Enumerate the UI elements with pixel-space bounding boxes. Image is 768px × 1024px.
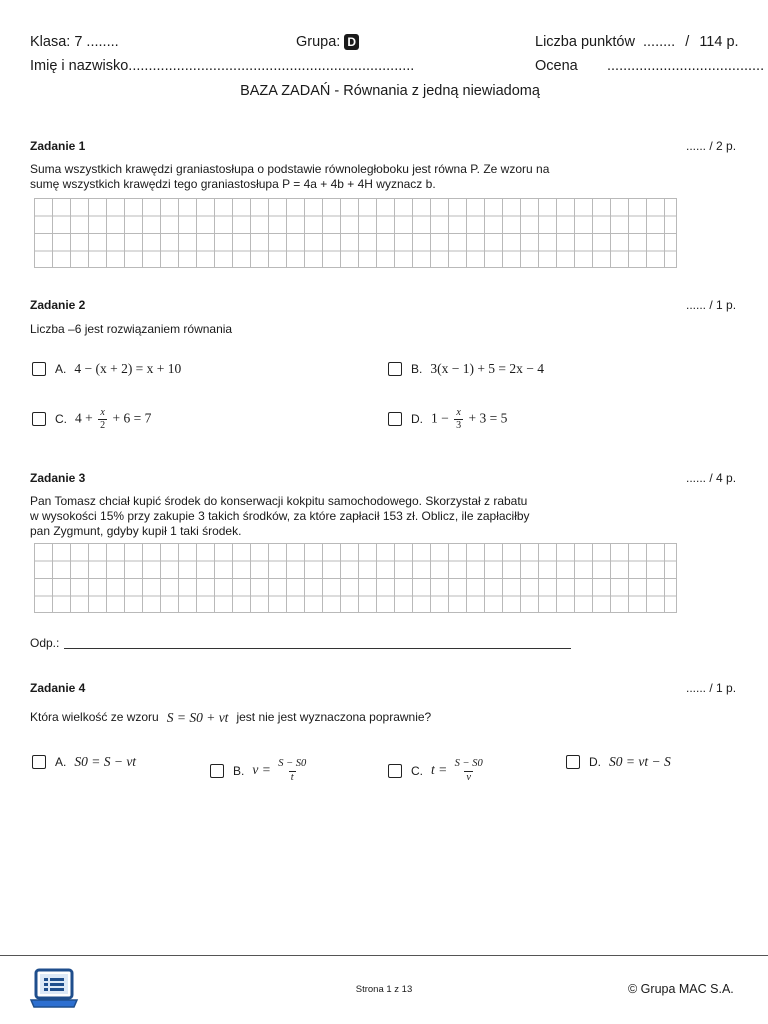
option-expression: S0 = S − vt (74, 754, 137, 769)
expr-lhs: v = (252, 762, 271, 778)
task1-points: ...... / 2 p. (686, 139, 737, 153)
task1-line1: Suma wszystkich krawędzi graniastosłupa o podstawie równoległoboku jest równa P. Ze wzoru na (30, 162, 550, 176)
task4-text-post: jest nie jest wyznaczona poprawnie? (236, 710, 432, 724)
option-expression (431, 759, 487, 783)
denominator: 3 (456, 419, 462, 431)
task2-text: Liczba –6 jest rozwiązaniem równania (30, 322, 233, 336)
task4-title: Zadanie 4 (30, 681, 86, 695)
task4-text (30, 710, 431, 725)
option-letter: B. (411, 362, 423, 376)
checkbox[interactable] (388, 764, 402, 778)
task1-title: Zadanie 1 (30, 139, 86, 153)
fraction (98, 408, 107, 431)
points-sep: / (685, 34, 690, 50)
task3-line1: Pan Tomasz chciał kupić środek do konserwacji kokpitu samochodowego. Skorzystał z rabatu (30, 494, 528, 508)
checkbox[interactable] (32, 362, 46, 376)
option-expression (431, 408, 507, 431)
group-badge: D (344, 34, 359, 50)
points-dots: ........ (642, 34, 676, 50)
option-letter: A. (55, 755, 67, 769)
task4-option-d[interactable] (566, 754, 671, 770)
task2-title: Zadanie 2 (30, 298, 86, 312)
task3-points: ...... / 4 p. (686, 471, 737, 485)
task4-points: ...... / 1 p. (686, 681, 737, 695)
option-expression: 4 − (x + 2) = x + 10 (74, 361, 182, 376)
numerator: x (456, 406, 461, 418)
option-letter: B. (233, 764, 245, 778)
option-letter: C. (55, 412, 67, 426)
checkbox[interactable] (388, 412, 402, 426)
task3-answer-label: Odp.: (30, 636, 60, 650)
group-label: Grupa: (296, 34, 341, 50)
numerator: S − S0 (278, 758, 307, 769)
expr-post: + 3 = 5 (468, 410, 508, 426)
expr-post: + 6 = 7 (112, 410, 152, 426)
task3-text (30, 494, 650, 539)
points-field (535, 34, 739, 50)
denominator: v (466, 771, 471, 783)
group-field (296, 34, 359, 50)
task3-title: Zadanie 3 (30, 471, 86, 485)
denominator: t (290, 771, 294, 783)
fraction (454, 408, 463, 431)
checkbox[interactable] (210, 764, 224, 778)
task3-answer-grid[interactable] (34, 543, 677, 613)
task4-option-b[interactable] (210, 755, 310, 787)
option-letter: D. (411, 412, 423, 426)
task1-line2: sumę wszystkich krawędzi tego graniastosłupa P = 4a + 4b + 4H wyznacz b. (30, 177, 436, 191)
option-expression: S0 = vt − S (609, 754, 671, 769)
name-label: Imię i nazwisko....................................................................... (30, 58, 415, 74)
task2-option-b[interactable] (388, 361, 544, 377)
task4-formula: S = S0 + vt (166, 710, 229, 725)
fraction (276, 759, 308, 783)
grade-dots: ....................................... (607, 58, 765, 74)
footer-divider (0, 955, 768, 956)
numerator: S − S0 (454, 758, 483, 769)
page-title: BAZA ZADAŃ - Równania z jedną niewiadomą (240, 83, 540, 99)
option-letter: D. (589, 755, 601, 769)
points-label: Liczba punktów (535, 34, 635, 50)
page-number: Strona 1 z 13 (355, 984, 413, 995)
copyright: © Grupa MAC S.A. (628, 982, 734, 996)
task3-line2: w wysokości 15% przy zakupie 3 takich środków, za które zapłacił 153 zł. Oblicz, ile zapłaciłby (30, 509, 530, 523)
points-total: 114 p. (699, 34, 739, 50)
checkbox[interactable] (32, 755, 46, 769)
option-letter: A. (55, 362, 67, 376)
denominator: 2 (100, 419, 106, 431)
class-label: Klasa: 7 ........ (30, 34, 119, 50)
checkbox[interactable] (388, 362, 402, 376)
option-expression (75, 408, 151, 431)
numerator: x (100, 406, 105, 418)
option-expression: 3(x − 1) + 5 = 2x − 4 (430, 361, 545, 376)
task2-points: ...... / 1 p. (686, 298, 737, 312)
task2-option-d[interactable] (388, 405, 507, 433)
task3-answer-line[interactable] (64, 648, 571, 649)
fraction (453, 759, 485, 783)
option-expression (252, 759, 310, 783)
checkbox[interactable] (566, 755, 580, 769)
task4-text-pre: Która wielkość ze wzoru (30, 710, 159, 724)
expr-pre: 1 − (431, 410, 449, 426)
task2-option-c[interactable] (32, 405, 151, 433)
task1-answer-grid[interactable] (34, 198, 677, 268)
expr-lhs: t = (431, 762, 448, 778)
task4-option-a[interactable] (32, 754, 136, 770)
task4-option-c[interactable] (388, 755, 487, 787)
checkbox[interactable] (32, 412, 46, 426)
task3-line3: pan Zygmunt, gdyby kupił 1 taki środek. (30, 524, 242, 538)
expr-pre: 4 + (75, 410, 93, 426)
task2-option-a[interactable] (32, 361, 181, 377)
grade-label: Ocena (535, 58, 578, 74)
task1-text (30, 162, 630, 192)
option-letter: C. (411, 764, 423, 778)
